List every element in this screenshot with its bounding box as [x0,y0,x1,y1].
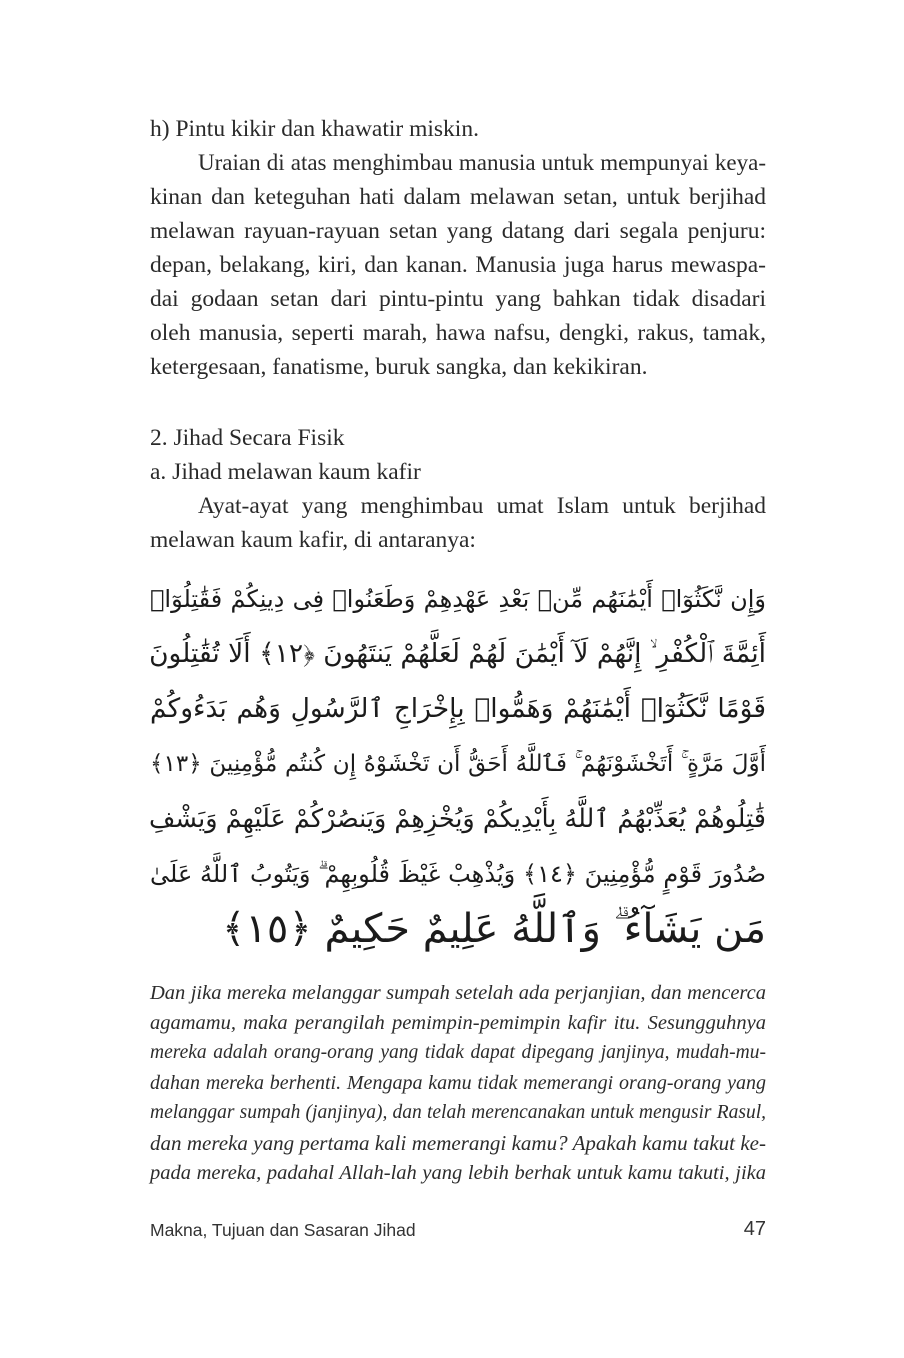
translation-line: agamamu, maka perangilah pemimpin-pemimpin kafir itu. Sesungguhnya [150,1012,766,1034]
paragraph-line: melawan kaum kafir, di antaranya: [150,527,476,553]
paragraph-line: depan, belakang, kiri, dan kanan. Manusia juga harus mewaspa- [150,252,766,278]
paragraph-line: ketergesaan, fanatisme, buruk sangka, dan kekikiran. [150,354,648,380]
translation-line: dan mereka yang pertama kali memerangi kamu? Apakah kamu takut ke- [150,1131,766,1155]
translation-line: mereka adalah orang-orang yang tidak dapat dipegang janjinya, mudah-mu- [150,1042,766,1063]
paragraph-line: Uraian di atas menghimbau manusia untuk mempunyai keya- [198,150,766,175]
translation-line: pada mereka, padahal Allah-lah yang lebih berhak untuk kamu takuti, jika [150,1162,766,1184]
arabic-line: وَإِن نَّكَثُوٓا۟ أَيْمَٰنَهُم مِّنۢ بَعْدِ عَهْدِهِمْ وَطَعَنُوا۟ فِى دِينِكُمْ فَقَٰتِلُوٓا۟ [150,585,766,613]
translation-line: dahan mereka berhenti. Mengapa kamu tidak memerangi orang-orang yang [150,1072,766,1094]
translation-line: melanggar sumpah (janjinya), dan telah merencanakan untuk mengusir Rasul, [150,1102,766,1123]
footer-book-title: Makna, Tujuan dan Sasaran Jihad [150,1220,416,1240]
paragraph-line: Ayat-ayat yang menghimbau umat Islam untuk berjihad [198,493,766,519]
paragraph-line: kinan dan keteguhan hati dalam melawan setan, untuk berjihad [150,184,766,210]
paragraph-line: oleh manusia, seperti marah, hawa nafsu, dengki, rakus, tamak, [150,320,766,346]
arabic-line: مَن يَشَآءُ ۗ وَٱللَّهُ عَلِيمٌ حَكِيمٌ ﴿١٥﴾ [221,906,766,952]
arabic-line: أَوَّلَ مَرَّةٍ ۚ أَتَخْشَوْنَهُمْ ۚ فَٱللَّهُ أَحَقُّ أَن تَخْشَوْهُ إِن كُنتُم مُّؤْمِنِينَ ﴿١٣﴾ [150,751,766,777]
arabic-line: أَئِمَّةَ ٱلْكُفْرِ ۙ إِنَّهُمْ لَآ أَيْمَٰنَ لَهُمْ لَعَلَّهُمْ يَنتَهُونَ ﴿١٢﴾ أَلَا تُقَٰتِلُونَ [149,638,766,669]
section-heading: 2. Jihad Secara Fisik [150,425,345,451]
arabic-line: قَٰتِلُوهُمْ يُعَذِّبْهُمُ ٱللَّهُ بِأَيْدِيكُمْ وَيُخْزِهِمْ وَيَنصُرْكُمْ عَلَيْهِمْ وَيَشْفِ [149,804,766,834]
arabic-line: صُدُورَ قَوْمٍ مُّؤْمِنِينَ ﴿١٤﴾ وَيُذْهِبْ غَيْظَ قُلُوبِهِمْ ۗ وَيَتُوبُ ٱللَّهُ عَلَىٰ [150,860,766,888]
page-number: 47 [743,1218,766,1240]
arabic-line: قَوْمًا نَّكَثُوٓا۟ أَيْمَٰنَهُمْ وَهَمُّوا۟ بِإِخْرَاجِ ٱلرَّسُولِ وَهُم بَدَءُوكُمْ [150,693,766,724]
translation-line: Dan jika mereka melanggar sumpah setelah ada perjanjian, dan mencerca [150,982,766,1004]
paragraph-line: melawan rayuan-rayuan setan yang datang dari segala penjuru: [150,218,766,244]
subsection-heading: a. Jihad melawan kaum kafir [150,459,421,485]
list-item-h: h) Pintu kikir dan khawatir miskin. [150,116,479,142]
paragraph-line: dai godaan setan dari pintu-pintu yang bahkan tidak disadari [150,286,766,312]
